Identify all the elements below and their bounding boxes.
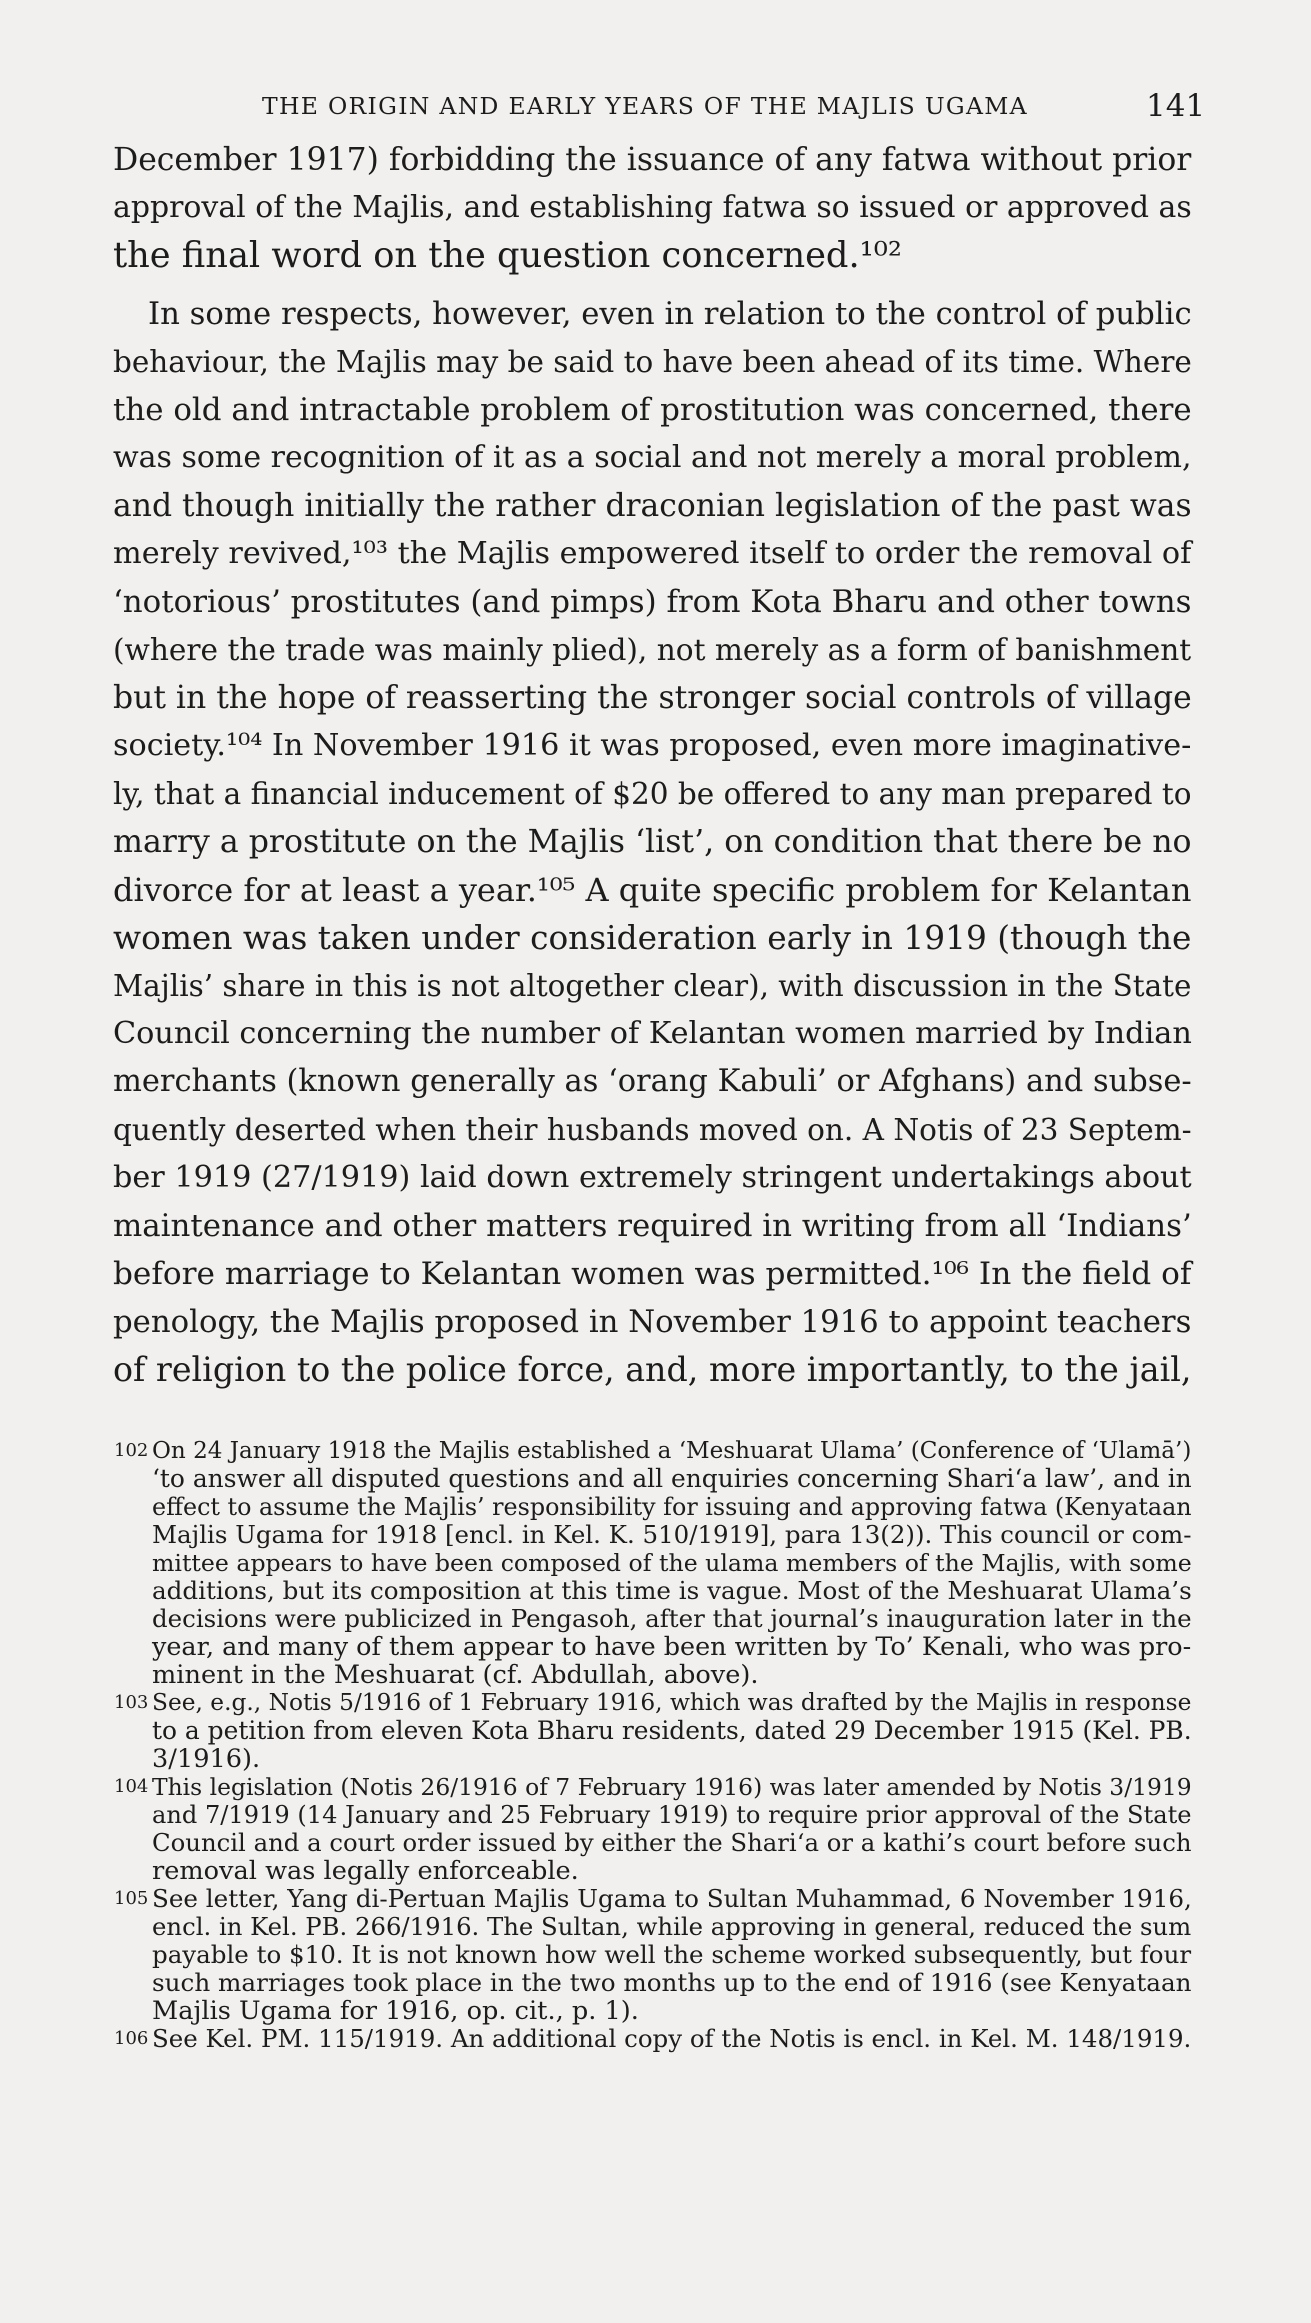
footnote-line: and 7/1919 (14 January and 25 February 1919) to require prior approval of the State [152, 1801, 1192, 1829]
footnote-line: mittee appears to have been composed of the ulama members of the Majlis, with some [152, 1549, 1192, 1577]
footnote-line: This legislation (Notis 26/1916 of 7 February 1916) was later amended by Notis 3/1919 [152, 1773, 1192, 1801]
footnote-line: Council and a court order issued by either the Shari‘a or a kathi’s court before such [152, 1828, 1192, 1857]
footnote-line: to a petition from eleven Kota Bharu residents, dated 29 December 1915 (Kel. PB. [152, 1716, 1192, 1745]
footnote-number: 103 [114, 1692, 149, 1713]
body-line: Council concerning the number of Kelantan women married by Indian [113, 1016, 1192, 1051]
body-line: ly, that a financial inducement of $20 be offered to any man prepared to [113, 777, 1192, 811]
footnote-line: minent in the Meshuarat (cf. Abdullah, above). [152, 1660, 759, 1690]
footnote-line: ‘to answer all disputed questions and all enquiries concerning Shari‘a law’, and in [152, 1464, 1192, 1493]
footnote-number: 102 [114, 1440, 149, 1461]
body-line: merely revived,¹⁰³ the Majlis empowered itself to order the removal of [113, 536, 1192, 571]
body-line: the final word on the question concerned.¹⁰² [113, 235, 902, 276]
footnote-line: Majlis Ugama for 1918 [encl. in Kel. K. 510/1919], para 13(2)). This council or com- [152, 1520, 1192, 1549]
body-line: penology, the Majlis proposed in November 1916 to appoint teachers [113, 1304, 1192, 1340]
footnote-line: Majlis Ugama for 1916, op. cit., p. 1). [152, 1996, 639, 2026]
footnote-line: See letter, Yang di-Pertuan Majlis Ugama to Sultan Muhammad, 6 November 1916, [152, 1884, 1192, 1913]
body-line: the old and intractable problem of prostitution was concerned, there [113, 392, 1192, 428]
body-line: was some recognition of it as a social and not merely a moral problem, [113, 440, 1192, 475]
body-line: December 1917) forbidding the issuance of any fatwa without prior [113, 142, 1192, 178]
body-line: ‘notorious’ prostitutes (and pimps) from Kota Bharu and other towns [113, 584, 1192, 620]
body-line: quently deserted when their husbands moved on. A Notis of 23 Septem- [113, 1113, 1192, 1147]
footnote-line: encl. in Kel. PB. 266/1916. The Sultan, while approving in general, reduced the sum [152, 1912, 1192, 1941]
footnote-line: See Kel. PM. 115/1919. An additional copy of the Notis is encl. in Kel. M. 148/1919. [152, 2024, 1192, 2053]
body-line: women was taken under consideration early in 1919 (though the [113, 919, 1192, 957]
body-line: and though initially the rather draconian legislation of the past was [113, 488, 1192, 524]
body-line: society.¹⁰⁴ In November 1916 it was proposed, even more imaginative- [113, 728, 1192, 763]
body-line: of religion to the police force, and, more importantly, to the jail, [113, 1350, 1192, 1389]
footnote-line: effect to assume the Majlis’ responsibility for issuing and approving fatwa (Kenyataan [152, 1493, 1192, 1521]
body-line: Majlis’ share in this is not altogether clear), with discussion in the State [113, 969, 1192, 1003]
footnote-number: 104 [114, 1776, 149, 1797]
footnote-line: On 24 January 1918 the Majlis established a ‘Meshuarat Ulama’ (Conference of ‘Ulamā’) [152, 1438, 1192, 1464]
footnote-line: additions, but its composition at this time is vague. Most of the Meshuarat Ulama’s [152, 1576, 1192, 1605]
footnote-line: 3/1916). [152, 1744, 261, 1774]
body-line: approval of the Majlis, and establishing fatwa so issued or approved as [113, 190, 1192, 225]
body-line: marry a prostitute on the Majlis ‘list’, on condition that there be no [113, 824, 1192, 860]
footnote-line: such marriages took place in the two months up to the end of 1916 (see Kenyataan [152, 1968, 1192, 1997]
body-line: (where the trade was mainly plied), not merely as a form of banishment [113, 633, 1192, 667]
footnote-line: removal was legally enforceable. [152, 1856, 579, 1886]
body-line: but in the hope of reasserting the stronger social controls of village [113, 680, 1192, 716]
page-number: 141 [1146, 88, 1206, 124]
body-line: merchants (known generally as ‘orang Kabuli’ or Afghans) and subse- [113, 1064, 1192, 1099]
footnote-line: See, e.g., Notis 5/1916 of 1 February 1916, which was drafted by the Majlis in response [152, 1689, 1192, 1716]
footnote-line: decisions were publicized in Pengasoh, after that journal’s inauguration later in the [152, 1604, 1192, 1633]
body-line: maintenance and other matters required in writing from all ‘Indians’ [113, 1208, 1192, 1244]
paragraph-first-line: In some respects, however, even in relation to the control of public [148, 296, 1192, 332]
body-line: ber 1919 (27/1919) laid down extremely stringent undertakings about [113, 1160, 1192, 1195]
body-line: divorce for at least a year.¹⁰⁵ A quite specific problem for Kelantan [113, 871, 1192, 909]
footnote-line: payable to $10. It is not known how well the scheme worked subsequently, but four [152, 1940, 1192, 1969]
body-line: behaviour, the Majlis may be said to have been ahead of its time. Where [113, 345, 1192, 379]
running-head: THE ORIGIN AND EARLY YEARS OF THE MAJLIS UGAMA [262, 92, 1028, 120]
footnote-line: year, and many of them appear to have been written by To’ Kenali, who was pro- [152, 1632, 1192, 1662]
footnote-number: 106 [114, 2028, 149, 2049]
body-line: before marriage to Kelantan women was permitted.¹⁰⁶ In the field of [113, 1256, 1192, 1292]
footnote-number: 105 [114, 1888, 149, 1909]
